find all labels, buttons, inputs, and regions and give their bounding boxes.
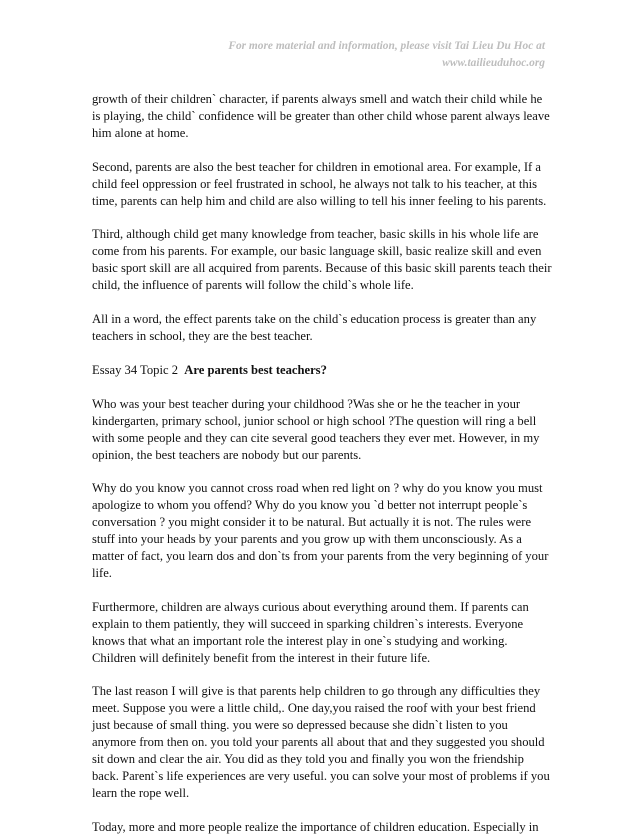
paragraph: Second, parents are also the best teacher for children in emotional area. For example, If a child feel oppression or feel frustrated in school, he always not talk to his teacher, at this time, parents can help him and child are also willing to tell his inner feeling to his parents.	[92, 159, 547, 208]
essay-heading	[92, 362, 552, 379]
paragraph: All in a word, the effect parents take on the child`s education process is greater than any teachers in school, they are the best teacher.	[92, 312, 537, 343]
paragraph: growth of their children` character, if parents always smell and watch their child while he is playing, the child` confidence will be greater than other child whose parent always leave him alone at home.	[92, 92, 550, 140]
paragraph: Why do you know you cannot cross road when red light on ? why do you know you must apologize to whom you offend? Why do you know you `d better not interrupt people`s conversation ? you might consider it to be natural. But actually it is not. The rules were stuff into your heads by your parents and you grow up with them unconsciously. As a matter of fact, you learn dos and don`ts from your parents from the very beginning of your life.	[92, 481, 549, 580]
document-body	[92, 91, 552, 836]
paragraph: Who was your best teacher during your childhood ?Was she or he the teacher in your kindergarten, primary school, junior school or high school ?The question will ring a bell with some people and they can cite several good teachers they ever met. However, in my opinion, the best teachers are nobody but our parents.	[92, 396, 540, 462]
paragraph: Third, although child get many knowledge from teacher, basic skills in his whole life are come from his parents. For example, our basic language skill, basic realize skill and even basic sport skill are all acquired from parents. Because of this basic skill parents teach their child, the influence of parents will follow the child`s whole life.	[92, 227, 552, 293]
essay-heading-prefix: Essay 34 Topic 2	[92, 362, 185, 377]
paragraph: Furthermore, children are always curious about everything around them. If parents can explain to them patiently, they will succeed in sparking children`s interests. Everyone knows that what an important role the interest play in one`s studying and working. Children will definitely benefit from the interest in their future life.	[92, 599, 529, 665]
paragraph: Today, more and more people realize the importance of children education. Especially in	[92, 819, 539, 834]
page-header	[125, 38, 545, 72]
header-line-2: www.tailieuduhoc.org	[442, 57, 545, 69]
essay-heading-title: Are parents best teachers?	[184, 362, 327, 377]
header-line-1: For more material and information, please visit Tai Lieu Du Hoc at	[228, 40, 545, 52]
paragraph: The last reason I will give is that parents help children to go through any difficulties they meet. Suppose you were a little child,. One day,you raised the roof with your best friend just because of small thing. you were so depressed because she didn`t listen to you anymore from then on. you told your parents all about that and they suggested you should sit down and clear the air. You did as they told you and finally you won the friendship back. Parent`s life experiences are very useful. you can solve your most of problems if you learn the rope well.	[92, 684, 550, 800]
